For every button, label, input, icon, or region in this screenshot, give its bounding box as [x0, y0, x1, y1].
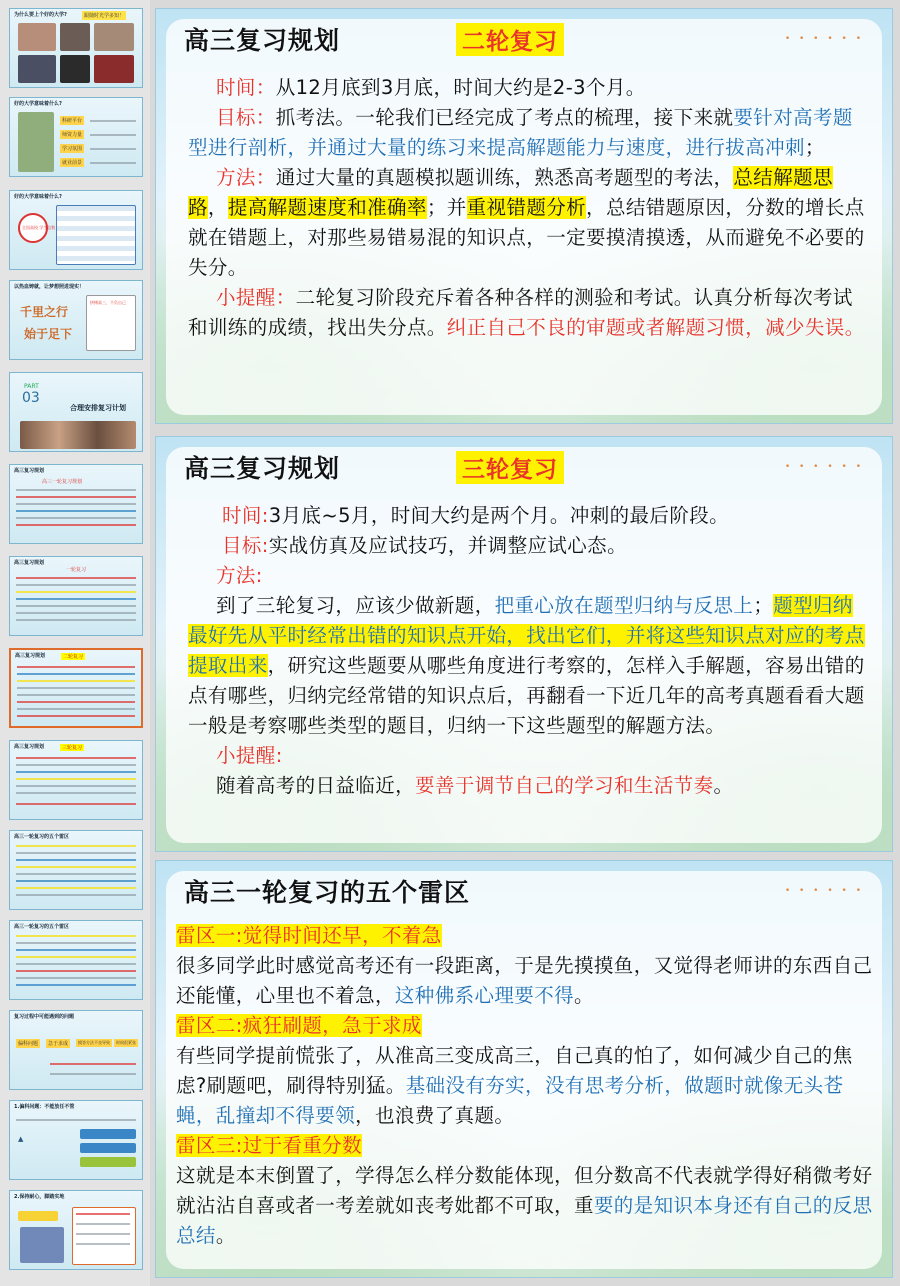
slide-thumbnail-10[interactable]: [9, 830, 143, 910]
slide-thumbnail-4[interactable]: [9, 280, 143, 360]
thumb-text-line: [16, 880, 136, 882]
thumb-text-line: [16, 496, 136, 498]
minefield-label: 雷区二:疯狂刷题，急于求成: [176, 1014, 422, 1037]
method-heading: [188, 561, 868, 591]
time-label: 时间：: [216, 76, 276, 99]
thumb-text-line: [16, 619, 136, 621]
time-paragraph: [188, 73, 868, 103]
minefield-label: 雷区三:过于看重分数: [176, 1134, 363, 1157]
method-blue-highlight: 把重心放在题型归纳与反思上: [494, 594, 754, 617]
thumb-tag: 偏科问题: [18, 1041, 39, 1047]
tip-heading: [188, 741, 868, 771]
slide-thumbnail-8[interactable]: [9, 648, 143, 728]
slide-tag: 二轮复习: [456, 23, 564, 56]
thumb-title: 高三复习规划: [15, 653, 46, 659]
info-box: [80, 1129, 136, 1139]
method-text: 到了三轮复习，应该少做新题，: [216, 594, 495, 617]
method-paragraph: [188, 163, 868, 283]
thumb-text-line: [16, 949, 136, 951]
slide-third-round-review[interactable]: [155, 436, 893, 852]
thumb-title: 高三复习规划: [14, 744, 45, 750]
thumb-tag: 科研平台: [62, 118, 83, 124]
thumb-text-line: [16, 778, 136, 780]
thumb-title: 复习过程中可能遇到的问题: [14, 1014, 75, 1020]
thumb-text-line: [16, 1119, 136, 1121]
minefield-3-text: [176, 1161, 876, 1251]
thumb-text-line: [17, 715, 135, 717]
slide-body: [176, 921, 876, 1251]
thumb-badge: 全国高校 学生总数: [22, 225, 56, 230]
thumb-text-line: [50, 1063, 136, 1065]
goal-text: 抓考法。一轮我们已经完成了考点的梳理，接下来就: [275, 106, 734, 129]
minefield-text: 这就是本末倒置了，学得怎么样分数能体现，但分数高不代表就学得好稍微考好就沾沾自喜或者一考差就如丧考妣都不可取，重: [176, 1164, 873, 1217]
thumb-heading: 二轮复习: [63, 654, 84, 660]
slide-thumbnail-panel: [0, 0, 150, 1286]
thumb-part-number: 03: [22, 390, 40, 406]
thumb-tag: 师资力量: [62, 132, 83, 138]
tip-end: 。: [713, 774, 734, 797]
thumb-subtitle: 合理安排复习计划: [70, 404, 126, 412]
tip-text: 二轮复习阶段充斥着各种各样的测验和考试。认真分析每次考试和训练的成绩，找出失分点。: [188, 286, 853, 339]
tip-highlight: 要善于调节自己的学习和生活节奏: [415, 774, 714, 797]
slide-title: 高三复习规划: [184, 26, 341, 55]
thumb-text-line: [16, 524, 136, 526]
method-label: 方法:: [216, 564, 263, 587]
thumb-text-line: [17, 687, 135, 689]
slide-thumbnail-6[interactable]: [9, 464, 143, 544]
thumb-text-line: [16, 873, 136, 875]
minefield-highlight: 基础没有夯实，没有思考分析，做题时就像无头苍蝇，乱撞却不得要领: [176, 1074, 844, 1127]
thumb-title: 以热血铸就，让梦想照进现实！: [14, 284, 85, 290]
method-highlight: 提高解题速度和准确率: [227, 196, 427, 219]
slide-second-round-review[interactable]: [155, 8, 893, 424]
slide-thumbnail-12[interactable]: [9, 1010, 143, 1090]
time-text: 从12月底到3月底，时间大约是2-3个月。: [275, 76, 646, 99]
slide-thumbnail-7[interactable]: [9, 556, 143, 636]
thumb-text-line: [16, 859, 136, 861]
tip-paragraph: [188, 283, 868, 343]
slide-thumbnail-2[interactable]: [9, 97, 143, 177]
thumb-text-line: [16, 803, 136, 805]
goal-label: 目标：: [216, 106, 276, 129]
thumb-title: 为什么要上个好的大学?: [14, 12, 67, 18]
thumb-title: 高三复习规划: [14, 560, 45, 566]
tip-text: 随着高考的日益临近，: [216, 774, 416, 797]
info-box: [80, 1157, 136, 1167]
thumb-text-line: [16, 510, 136, 512]
thumb-big-text: 千里之行: [20, 305, 69, 319]
thumb-title: 好的大学意味着什么?: [14, 194, 62, 200]
thumb-text-line: [16, 942, 136, 944]
thumb-text-line: [16, 894, 136, 896]
method-highlight: 重视错题分析: [466, 196, 587, 219]
time-paragraph: [188, 501, 868, 531]
thumb-tag: 摸答方法不良导致: [78, 1040, 110, 1045]
thumb-text-line: [76, 1213, 130, 1215]
thumb-big-text: ▲: [18, 1135, 24, 1143]
minefield-text: 很多同学此时感觉高考还有一段距离，于是先摸摸鱼，又觉得老师讲的东西自己还能懂，心里也不着急，: [176, 954, 873, 1007]
decorative-dots: • • • • • •: [784, 462, 864, 472]
minefield-3-heading: [176, 1131, 876, 1161]
info-box: [80, 1143, 136, 1153]
thumb-text-line: [16, 757, 136, 759]
thumb-note: 拼搏高三，不负自己: [90, 300, 126, 305]
thumb-text-line: [16, 963, 136, 965]
thumb-text-line: [16, 956, 136, 958]
thumb-text-line: [17, 673, 135, 675]
method-paragraph: [188, 591, 868, 741]
minefield-2-heading: [176, 1011, 876, 1041]
thumb-text-line: [17, 694, 135, 696]
photo-placeholder: [18, 55, 56, 83]
thumb-text-line: [16, 591, 136, 593]
thumb-text-line: [16, 977, 136, 979]
minefield-end: 。: [574, 984, 594, 1007]
slide-thumbnail-9[interactable]: [9, 740, 143, 820]
thumb-tag: 就业前景: [62, 160, 83, 166]
thumb-text-line: [16, 517, 136, 519]
goal-highlight: 要针对高考题型进行剖析，并通过大量的练习来提高解题能力与速度，进行拔高冲刺: [188, 106, 853, 159]
thumb-text-line: [16, 584, 136, 586]
table-placeholder: [56, 205, 136, 265]
minefield-end: ，也浪费了真题。: [355, 1104, 515, 1127]
thumb-text-line: [16, 852, 136, 854]
thumb-title: 高三一轮复习的五个雷区: [14, 834, 70, 840]
thumb-text-line: [90, 134, 136, 136]
thumb-tag: 时间很紧张: [116, 1040, 136, 1045]
slide-five-minefields[interactable]: [155, 860, 893, 1278]
decorative-dots: • • • • • •: [784, 886, 864, 896]
goal-text: 实战仿真及应试技巧，并调整应试心态。: [268, 534, 627, 557]
slide-thumbnail-13[interactable]: [9, 1100, 143, 1180]
thumb-text-line: [17, 666, 135, 668]
thumb-text-line: [16, 577, 136, 579]
photo-placeholder: [18, 112, 54, 172]
tip-highlight: 纠正自己不良的审题或者解题习惯，减少失误。: [446, 316, 865, 339]
decorative-dots: • • • • • •: [784, 34, 864, 44]
tip-label: 小提醒：: [216, 286, 296, 309]
photo-placeholder: [94, 23, 134, 51]
slide-thumbnail-3[interactable]: [9, 190, 143, 270]
minefield-label: 雷区一:觉得时间还早，不着急: [176, 924, 442, 947]
goal-paragraph: [188, 103, 868, 163]
thumb-title: 好的大学意味着什么?: [14, 101, 62, 107]
thumb-title: 2.保持耐心，脚踏实地: [14, 1194, 65, 1200]
thumb-text-line: [16, 771, 136, 773]
thumb-tag: 跟随时光学多知！: [84, 13, 125, 19]
thumb-text-line: [16, 764, 136, 766]
thumb-text-line: [17, 708, 135, 710]
thumb-text-line: [76, 1243, 130, 1245]
text-card: [72, 1207, 136, 1265]
slide-title: 高三复习规划: [184, 454, 341, 483]
slide-thumbnail-1[interactable]: [9, 8, 143, 88]
thumb-text-line: [90, 148, 136, 150]
thumb-text-line: [16, 970, 136, 972]
method-text: ，总结错题原因，分数的增长点就在错题上，对那些易错易混的知识点，一定要摸清摸透，从而避免不必要的失分。: [188, 196, 865, 279]
minefield-1-text: [176, 951, 876, 1011]
slide-thumbnail-14[interactable]: [9, 1190, 143, 1270]
photo-placeholder: [18, 23, 56, 51]
thumb-text-line: [76, 1223, 130, 1225]
thumb-text-line: [16, 785, 136, 787]
slide-title: 高三一轮复习的五个雷区: [184, 878, 471, 907]
slide-thumbnail-5[interactable]: [9, 372, 143, 452]
thumb-title: 1.偏科问题：不能放任不管: [14, 1104, 75, 1110]
thumb-title: 高三复习规划: [14, 468, 45, 474]
slide-body: [188, 73, 868, 343]
thumb-text-line: [16, 887, 136, 889]
thumb-text-line: [16, 598, 136, 600]
method-yellow-highlight: 题型归纳最好先从平时经常出错的知识点开始，找出它们，并将这些知识点对应的考点提取出来: [188, 594, 865, 677]
photo-placeholder: [20, 1227, 64, 1263]
minefield-highlight: 这种佛系心理要不得: [394, 984, 575, 1007]
thumb-text-line: [76, 1233, 130, 1235]
thumb-tag: 急于求成: [48, 1041, 69, 1047]
slide-body: [188, 501, 868, 801]
info-box: [18, 1211, 58, 1221]
minefield-text: 有些同学提前慌张了，从准高三变成高三，自己真的怕了，如何减少自己的焦虑?刷题吧，刷得特别猛。: [176, 1044, 853, 1097]
minefield-end: 。: [215, 1224, 236, 1247]
method-label: 方法：: [216, 166, 276, 189]
time-label: 时间:: [222, 504, 269, 527]
goal-paragraph: [188, 531, 868, 561]
goal-end: ；: [804, 136, 825, 159]
method-separator: ；: [753, 594, 774, 617]
method-separator: ；并: [426, 196, 467, 219]
thumb-text-line: [16, 845, 136, 847]
photo-placeholder: [60, 55, 90, 83]
photo-placeholder: [94, 55, 134, 83]
photo-placeholder: [20, 421, 136, 449]
method-highlight: 总结解题思路: [188, 166, 833, 219]
thumb-text-line: [16, 866, 136, 868]
thumb-text-line: [90, 162, 136, 164]
tip-paragraph: [188, 771, 868, 801]
thumb-text-line: [16, 503, 136, 505]
slide-tag: 三轮复习: [456, 451, 564, 484]
thumb-text-line: [16, 612, 136, 614]
thumb-text-line: [17, 680, 135, 682]
thumb-big-text: 始于足下: [24, 327, 73, 341]
photo-placeholder: [60, 23, 90, 51]
minefield-2-text: [176, 1041, 876, 1131]
thumb-text-line: [16, 984, 136, 986]
slide-thumbnail-11[interactable]: [9, 920, 143, 1000]
thumb-text-line: [17, 701, 135, 703]
thumb-text-line: [16, 935, 136, 937]
thumb-text-line: [50, 1073, 136, 1075]
minefield-1-heading: [176, 921, 876, 951]
method-text: 通过大量的真题模拟题训练，熟悉高考题型的考法，: [275, 166, 734, 189]
thumb-heading: 三轮复习: [62, 745, 83, 751]
thumb-text-line: [16, 489, 136, 491]
thumb-heading: 一轮复习: [66, 567, 87, 573]
thumb-title: 高三一轮复习的五个雷区: [14, 924, 70, 930]
thumb-part-label: PART: [24, 383, 39, 390]
thumb-text-line: [16, 605, 136, 607]
tip-label: 小提醒:: [216, 744, 283, 767]
thumb-heading: 高三一轮复习规划: [42, 479, 83, 485]
thumb-tag: 学习氛围: [62, 146, 83, 152]
minefield-highlight: 要的是知识本身还有自己的反思总结: [176, 1194, 873, 1247]
time-text: 3月底~5月，时间大约是两个月。冲刺的最后阶段。: [268, 504, 730, 527]
thumb-text-line: [90, 120, 136, 122]
method-text: ，研究这些题要从哪些角度进行考察的，怎样入手解题，容易出错的点有哪些，归纳完经常错的知识点后，再翻看一下近几年的高考真题看看大题一般是考察哪些类型的题目，归纳一下这些题型的解题方法。: [188, 654, 865, 737]
thumb-text-line: [16, 792, 136, 794]
method-separator: ，: [207, 196, 228, 219]
goal-label: 目标:: [222, 534, 269, 557]
